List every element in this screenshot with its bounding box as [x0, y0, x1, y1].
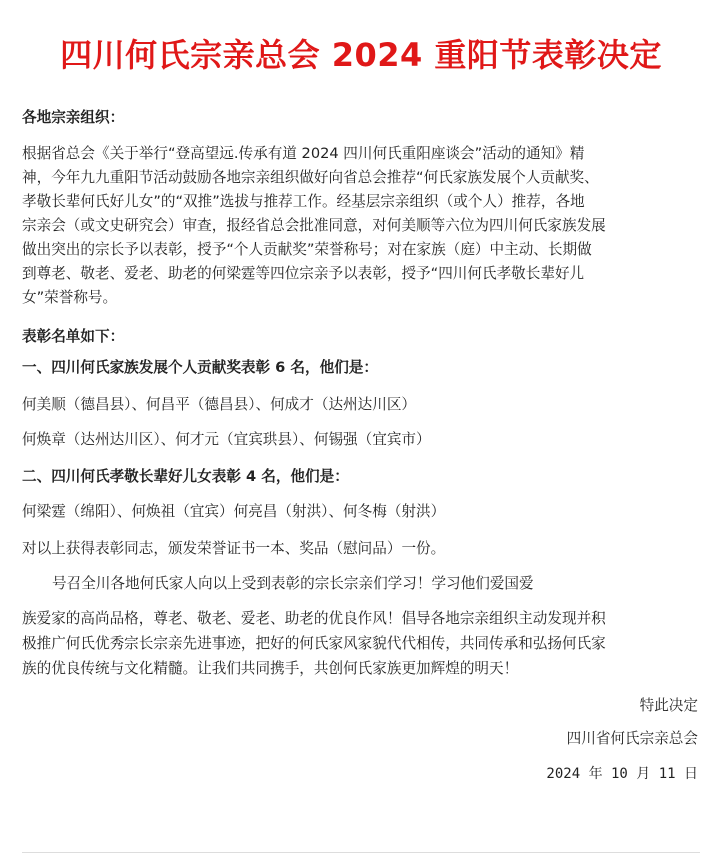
- section2-names: 何梁霆（绵阳）、何焕祖（宜宾）何亮昌（射洪）、何冬梅（射洪）: [22, 503, 446, 520]
- section1-names: 何美顺（德昌县）、何昌平（德昌县）、何成才（达州达川区）: [22, 396, 417, 413]
- intro-line: 神，今年九九重阳节活动鼓励各地宗亲组织做好向省总会推荐“何氏家族发展个人贡献奖、: [22, 169, 599, 186]
- document-title: 四川何氏宗亲总会 2024 重阳节表彰决定: [60, 36, 662, 74]
- intro-line: 做出突出的宗长予以表彰，授予“个人贡献奖”荣誉称号；对在家族（庭）中主动、长期做: [22, 241, 592, 258]
- call-first-line: 号召全川各地何氏家人向以上受到表彰的宗长宗亲们学习！学习他们爱国爱: [52, 575, 534, 592]
- award-note: 对以上获得表彰同志，颁发荣誉证书一本、奖品（慰问品）一份。: [22, 540, 446, 557]
- list-heading: 表彰名单如下：: [22, 328, 125, 345]
- issue-date: 2024 年 10 月 11 日: [546, 766, 698, 782]
- intro-line: 女”荣誉称号。: [22, 289, 118, 306]
- intro-line: 宗亲会（或文史研究会）审查，报经省总会批准同意，对何美顺等六位为四川何氏家族发展: [22, 217, 606, 234]
- divider: [22, 852, 700, 853]
- signature: 四川省何氏宗亲总会: [566, 730, 698, 747]
- intro-line: 到尊老、敬老、爱老、助老的何梁霆等四位宗亲予以表彰，授予“四川何氏孝敬长辈好儿: [22, 265, 585, 282]
- closing-text: 特此决定: [639, 697, 698, 714]
- intro-line: 孝敬长辈何氏好儿女”的“双推”选拔与推荐工作。经基层宗亲组织（或个人）推荐，各地: [22, 193, 585, 210]
- call-line: 极推广何氏优秀宗长宗亲先进事迹，把好的何氏家风家貌代代相传，共同传承和弘扬何氏家: [22, 635, 606, 652]
- call-line: 族的优良传统与文化精髓。让我们共同携手，共创何氏家族更加辉煌的明天！: [22, 660, 519, 677]
- call-line: 族爱家的高尚品格，尊老、敬老、爱老、助老的优良作风！倡导各地宗亲组织主动发现并积: [22, 610, 606, 627]
- section1-names: 何焕章（达州达川区）、何才元（宜宾珙县）、何锡强（宜宾市）: [22, 431, 431, 448]
- intro-line: 根据省总会《关于举行“登高望远.传承有道 2024 四川何氏重阳座谈会”活动的通知》精: [22, 145, 585, 162]
- section1-heading: 一、四川何氏家族发展个人贡献奖表彰 6 名，他们是：: [22, 359, 378, 376]
- greeting: 各地宗亲组织：: [22, 109, 125, 126]
- section2-heading: 二、四川何氏孝敬长辈好儿女表彰 4 名，他们是：: [22, 468, 349, 485]
